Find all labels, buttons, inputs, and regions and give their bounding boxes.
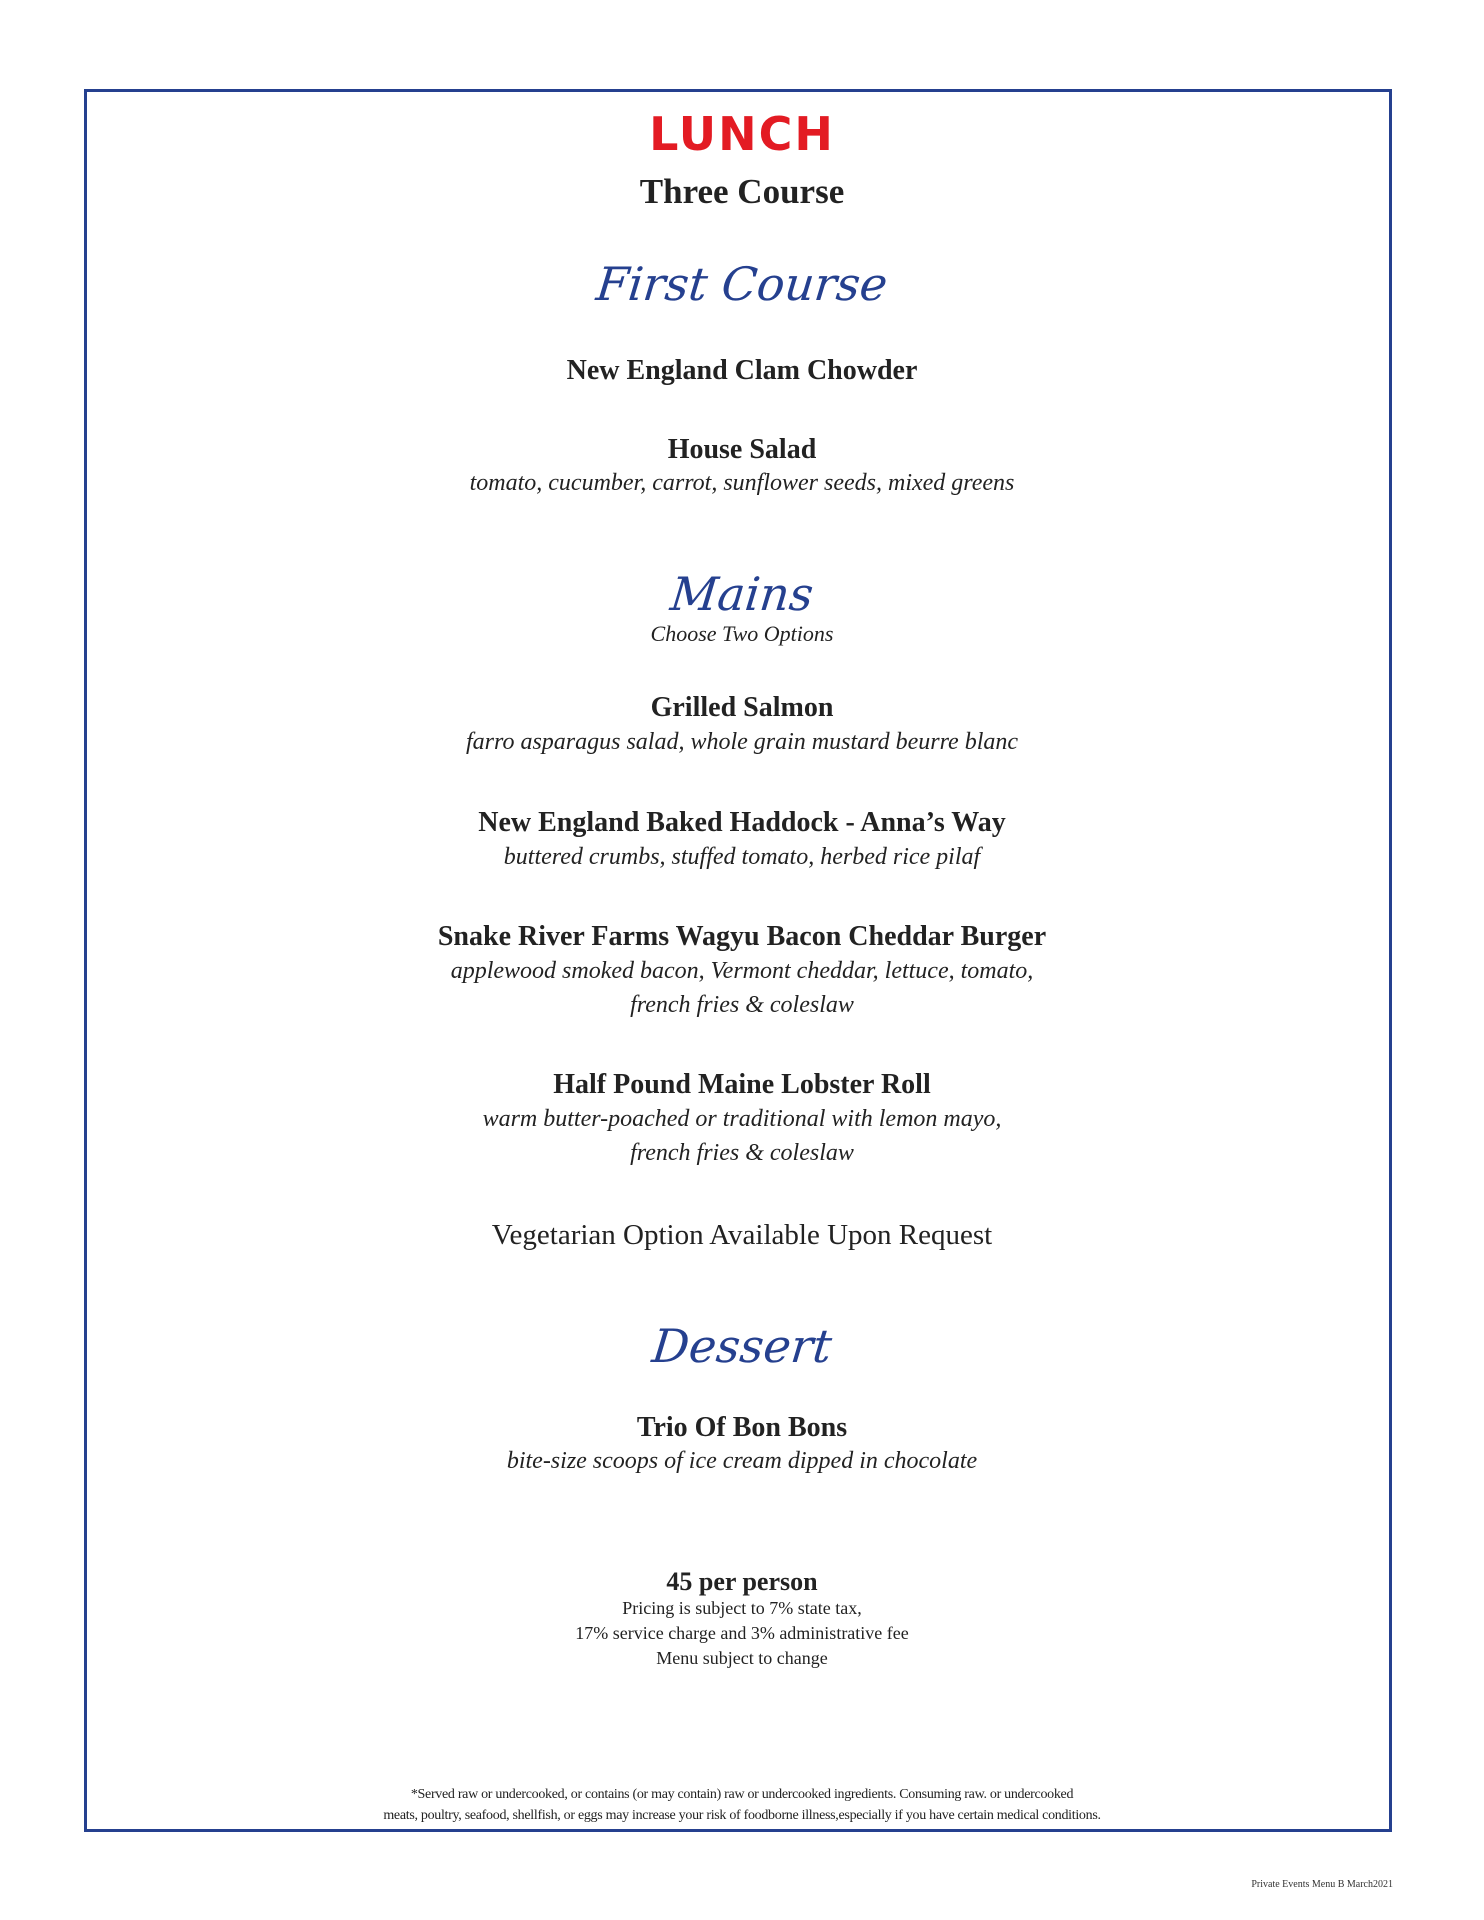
mains-heading: Mains [667,567,817,621]
item-wagyu-burger-name: Snake River Farms Wagyu Bacon Cheddar Burger [437,921,1047,952]
dessert-heading: Dessert [649,1319,835,1373]
item-bon-bons-description: bite-size scoops of ice cream dipped in chocolate [506,1448,978,1474]
item-grilled-salmon-description: farro asparagus salad, whole grain mustard beurre blanc [465,729,1019,755]
item-baked-haddock-description: buttered crumbs, stuffed tomato, herbed rice pilaf [503,844,981,870]
item-house-salad-description: tomato, cucumber, carrot, sunflower seeds, mixed greens [469,470,1015,496]
item-wagyu-burger-description-line-1: applewood smoked bacon, Vermont cheddar, lettuce, tomato, [450,958,1034,984]
pricing-note-tax: Pricing is subject to 7% state tax, [622,1598,862,1618]
item-wagyu-burger-description-line-2: french fries & coleslaw [630,992,854,1018]
footer-menu-version: Private Events Menu B March2021 [1251,1879,1393,1890]
vegetarian-option-note: Vegetarian Option Available Upon Request [491,1219,993,1251]
item-lobster-roll-description-line-2: french fries & coleslaw [630,1140,854,1166]
mains-note: Choose Two Options [650,621,834,646]
item-baked-haddock-name: New England Baked Haddock - Anna’s Way [478,807,1006,838]
pricing-note-fees: 17% service charge and 3% administrative fee [575,1623,909,1643]
menu-subtitle: Three Course [639,172,845,211]
disclaimer-line-1: *Served raw or undercooked, or contains (or may contain) raw or undercooked ingredients. Consuming raw. or undercooked [410,1787,1074,1802]
first-course-heading: First Course [593,257,891,311]
menu-title: LUNCH [649,107,835,161]
item-grilled-salmon-name: Grilled Salmon [650,692,834,723]
item-house-salad-name: House Salad [667,434,817,465]
item-lobster-roll-name: Half Pound Maine Lobster Roll [553,1069,931,1100]
item-bon-bons-name: Trio Of Bon Bons [636,1412,848,1443]
item-lobster-roll-description-line-1: warm butter-poached or traditional with lemon mayo, [482,1106,1002,1132]
disclaimer-line-2: meats, poultry, seafood, shellfish, or eggs may increase your risk of foodborne illness,especially if you have certain medical conditions. [383,1808,1101,1823]
item-clam-chowder-name: New England Clam Chowder [566,355,918,386]
pricing-note-change: Menu subject to change [656,1648,828,1668]
price-per-person: 45 per person [666,1567,818,1596]
